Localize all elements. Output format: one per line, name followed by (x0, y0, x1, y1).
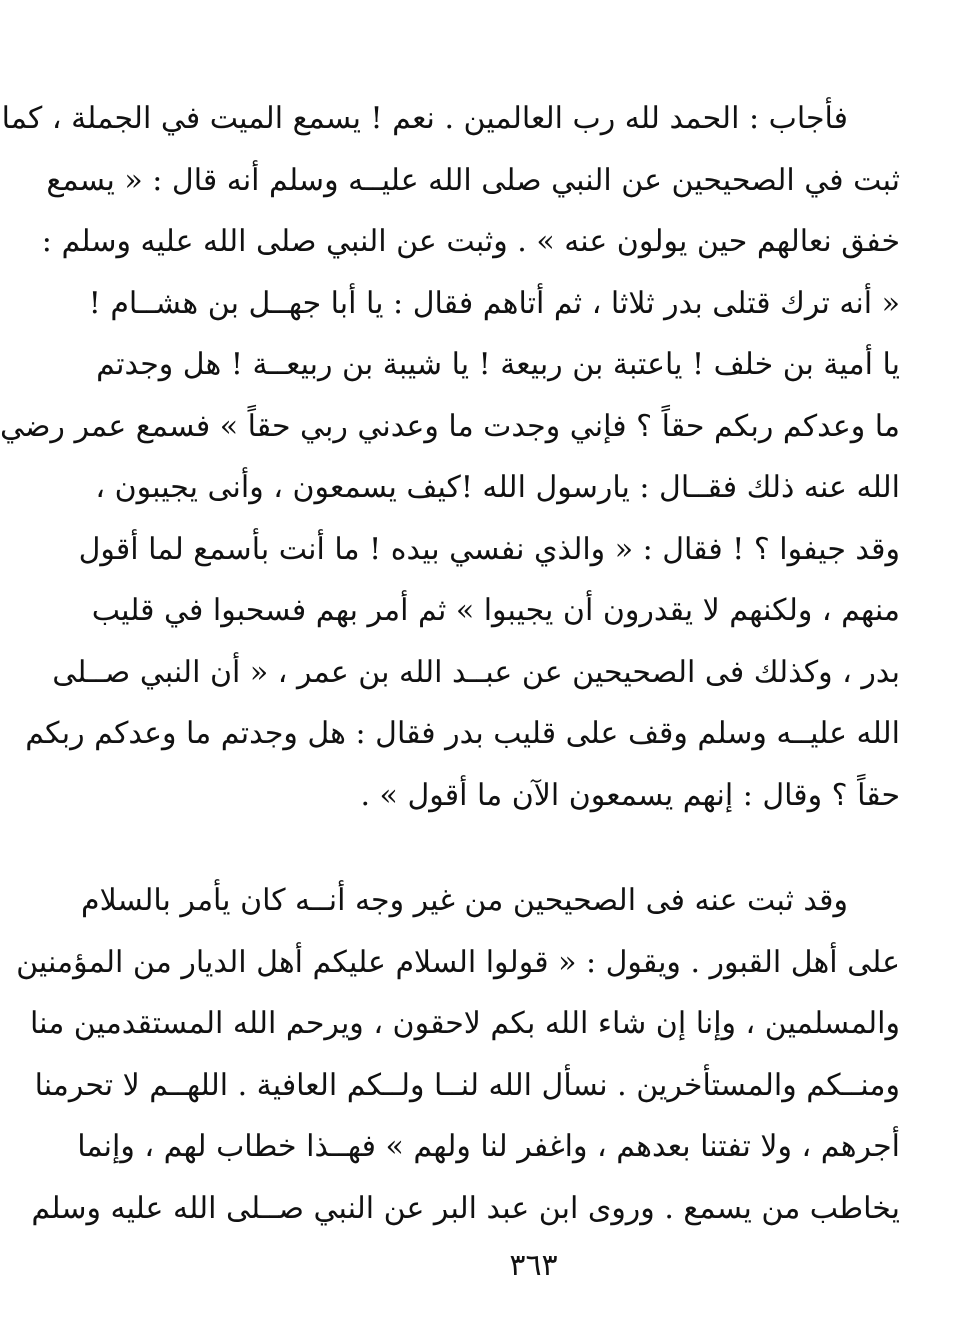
paragraph-gap (188, 826, 900, 870)
text-line: أجرهم ، ولا تفتنا بعدهم ، واغفر لنا ولهم » فهــذا خطاب لهم ، وإنما (77, 1129, 900, 1164)
text-line: ومنــكم والمستأخرين . نسأل الله لنــا ولــكم العافية . اللهــم لا تحرمنا (34, 1067, 900, 1103)
text-line: الله عنه ذلك فقــال : يارسول الله !كيف يسمعون ، وأنى يجيبون ، (95, 470, 900, 505)
text-line: فأجاب : الحمد لله رب العالمين . نعم ! يسمع الميت في الجملة ، كما (1, 101, 848, 136)
text-line: يا أمية بن خلف ! ياعتبة بن ربيعة ! يا شيبة بن ربيعــة ! هل وجدتم (96, 347, 900, 382)
text-line: منهم ، ولكنهم لا يقدرون أن يجيبوا » ثم أمر بهم فسحبوا في قليب (91, 593, 900, 628)
text-line: يخاطب من يسمع . وروى ابن عبد البر عن النبي صــلى الله عليه وسلم (31, 1190, 900, 1226)
text-line: « أنه ترك قتلى بدر ثلاثا ، ثم أتاهم فقال : يا أبا جهــل بن هشــام ! (88, 285, 900, 321)
text-line: الله عليــه وسلم وقف على قليب بدر فقال : هل وجدتم ما وعدكم ربكم (25, 716, 900, 751)
text-line: وقد ثبت عنه فى الصحيحين من غير وجه أنــه كان يأمر بالسلام (81, 883, 848, 918)
page-number: ٣٦٣ (509, 1248, 558, 1283)
text-line: بدر ، وكذلك فى الصحيحين عن عبــد الله بن عمر ، « أن النبي صــلى (52, 654, 900, 690)
text-line: وقد جيفوا ؟ ! فقال : « والذي نفسي بيده ! ما أنت بأسمع لما أقول (78, 531, 900, 567)
text-line: ما وعدكم ربكم حقاً ؟ فإني وجدت ما وعدني ربي حقاً » فسمع عمر رضي (0, 408, 900, 444)
text-line: والمسلمين ، وإنا إن شاء الله بكم لاحقون ، ويرحم الله المستقدمين منا (30, 1006, 900, 1041)
paragraph-1 (0, 88, 900, 826)
text-line: حقاً ؟ وقال : إنهم يسمعون الآن ما أقول » . (360, 777, 900, 813)
text-line: خفق نعالهم حين يولون عنه » . وثبت عن النبي صلى الله عليه وسلم : (41, 224, 900, 259)
page-text (0, 88, 900, 1239)
text-line: ثبت في الصحيحين عن النبي صلى الله عليــه وسلم أنه قال : « يسمع (46, 162, 900, 198)
paragraph-2 (16, 870, 900, 1239)
text-line: على أهل القبور . ويقول : « قولوا السلام عليكم أهل الديار من المؤمنين (16, 944, 900, 980)
